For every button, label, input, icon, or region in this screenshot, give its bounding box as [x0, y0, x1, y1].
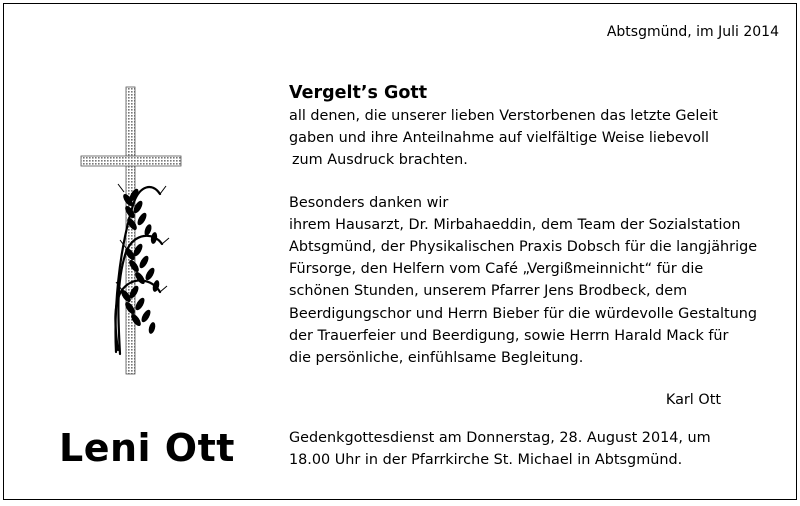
service-announcement [289, 427, 711, 471]
thanks-line: der Trauerfeier und Beerdigung, sowie Herrn Harald Mack für [289, 327, 729, 344]
obituary-notice [3, 3, 797, 500]
intro-line: zum Ausdruck brachten. [292, 152, 468, 169]
thanks-line: schönen Stunden, unserem Pfarrer Jens Brodbeck, dem [289, 283, 688, 300]
thanks-line: Fürsorge, den Helfern vom Café „Vergißmeinnicht“ für die [289, 261, 704, 278]
thanks-line: Abtsgmünd, der Physikalischen Praxis Dobsch für die langjährige [289, 239, 758, 256]
intro-line: gaben und ihre Anteilnahme auf vielfältige Weise liebevoll [289, 130, 710, 147]
signature: Karl Ott [665, 392, 721, 408]
place-date: Abtsgmünd, im Juli 2014 [606, 24, 779, 40]
thanks-line: Besonders danken wir [289, 194, 449, 211]
thanks-line: die persönliche, einfühlsame Begleitung. [289, 350, 584, 367]
thanks-paragraph [289, 192, 789, 370]
cross-with-wheat-icon [74, 82, 184, 382]
cross-horizontal-beam [81, 156, 181, 166]
headline: Vergelt’s Gott [289, 83, 428, 103]
thanks-line: Beerdigungschor und Herrn Bieber für die würdevolle Gestaltung [289, 305, 758, 322]
service-line: Gedenkgottesdienst am Donnerstag, 28. August 2014, um [289, 430, 711, 446]
message-column [289, 81, 789, 369]
service-line: 18.00 Uhr in der Pfarrkirche St. Michael in Abtsgmünd. [289, 452, 683, 469]
intro-line: all denen, die unserer lieben Verstorbenen das letzte Geleit [289, 108, 718, 124]
deceased-name: Leni Ott [59, 426, 235, 470]
thanks-line: ihrem Hausarzt, Dr. Mirbahaeddin, dem Team der Sozialstation [289, 216, 741, 233]
intro-paragraph [289, 105, 789, 172]
